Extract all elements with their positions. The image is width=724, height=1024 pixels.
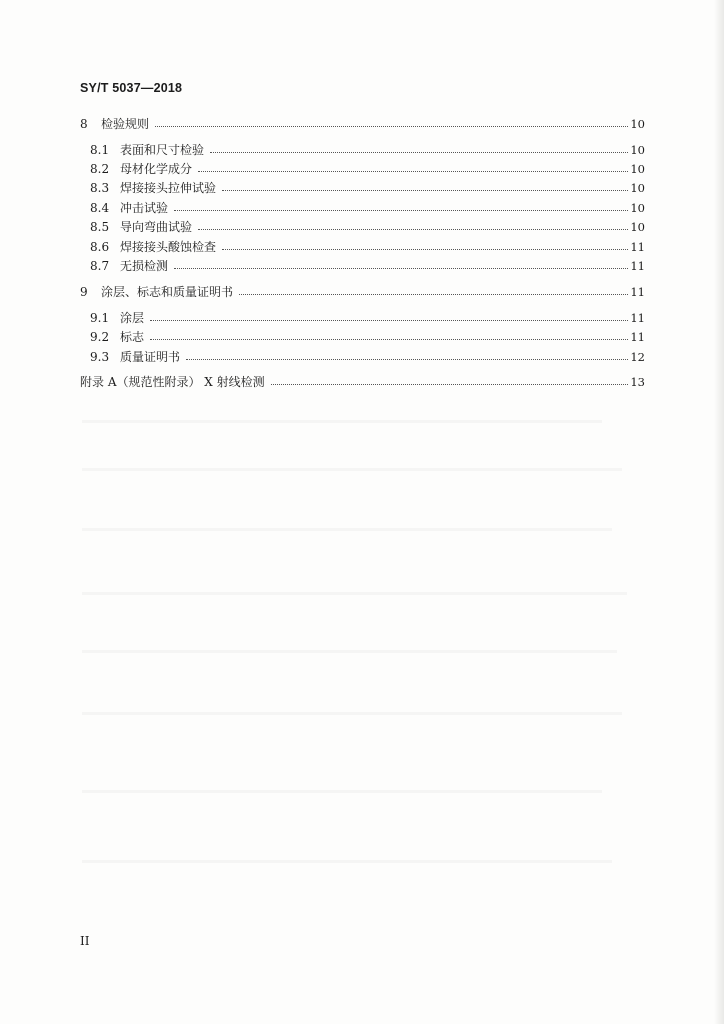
toc-entry-title: 检验规则 [101, 117, 150, 131]
toc-entry-8-7[interactable] [90, 256, 645, 276]
toc-entry-9[interactable] [80, 282, 645, 302]
bleed-through-mark [82, 468, 622, 471]
page-edge-shadow [714, 0, 724, 1024]
toc-entry-title: 质量证明书 [120, 350, 181, 364]
toc-entry-number: 8 [80, 117, 88, 131]
toc-dot-leader [150, 320, 628, 321]
document-code-header: SY/T 5037—2018 [80, 81, 183, 95]
toc-entry-page: 11 [630, 259, 645, 273]
toc-entry-page: 11 [630, 330, 645, 344]
toc-entry-page: 12 [630, 350, 645, 364]
toc-entry-title: 标志 [120, 330, 145, 344]
toc-entry-page: 10 [630, 201, 645, 215]
bleed-through-mark [82, 790, 602, 793]
toc-entry-title: 焊接接头拉伸试验 [120, 181, 217, 195]
toc-entry-9-3[interactable] [90, 347, 645, 367]
toc-dot-leader [150, 339, 628, 340]
toc-entry-8-1[interactable] [90, 140, 645, 160]
toc-dot-leader [271, 384, 628, 385]
toc-dot-leader [174, 210, 628, 211]
toc-entry-appendix-a[interactable] [80, 372, 645, 392]
toc-entry-title: 导向弯曲试验 [120, 220, 193, 234]
toc-entry-8-4[interactable] [90, 198, 645, 218]
toc-entry-title: 无损检测 [120, 259, 169, 273]
bleed-through-mark [82, 420, 602, 423]
toc-entry-page: 10 [630, 143, 645, 157]
bleed-through-mark [82, 860, 612, 863]
toc-entry-title: 涂层、标志和质量证明书 [101, 285, 234, 299]
toc-entry-number: 8.3 [90, 181, 110, 195]
toc-entry-number: 9.3 [90, 350, 110, 364]
toc-entry-page: 13 [630, 375, 645, 389]
toc-dot-leader [222, 190, 628, 191]
bleed-through-mark [82, 528, 612, 531]
bleed-through-mark [82, 650, 617, 653]
toc-entry-8-3[interactable] [90, 178, 645, 198]
toc-entry-title: 母材化学成分 [120, 162, 193, 176]
toc-entry-page: 11 [630, 240, 645, 254]
toc-dot-leader [174, 268, 628, 269]
toc-entry-9-1[interactable] [90, 308, 645, 328]
toc-entry-number: 9.1 [90, 311, 110, 325]
toc-entry-8-2[interactable] [90, 159, 645, 179]
toc-entry-8[interactable] [80, 114, 645, 134]
toc-entry-title: 涂层 [120, 311, 145, 325]
toc-dot-leader [198, 229, 628, 230]
toc-entry-page: 10 [630, 220, 645, 234]
toc-dot-leader [198, 171, 628, 172]
toc-entry-number: 8.1 [90, 143, 110, 157]
toc-entry-number: 8.7 [90, 259, 110, 273]
bleed-through-mark [82, 592, 627, 595]
toc-dot-leader [239, 294, 628, 295]
toc-dot-leader [186, 359, 628, 360]
toc-entry-9-2[interactable] [90, 327, 645, 347]
page-number-footer: II [80, 934, 90, 948]
toc-entry-title: 表面和尺寸检验 [120, 143, 205, 157]
toc-entry-title: 冲击试验 [120, 201, 169, 215]
toc-entry-number: 8.4 [90, 201, 110, 215]
toc-entry-title: 焊接接头酸蚀检查 [120, 240, 217, 254]
toc-entry-page: 10 [630, 162, 645, 176]
toc-entry-number: 9.2 [90, 330, 110, 344]
toc-entry-8-5[interactable] [90, 217, 645, 237]
toc-entry-number: 8.5 [90, 220, 110, 234]
toc-entry-title: 附录 A（规范性附录） X 射线检测 [80, 375, 265, 389]
toc-entry-number: 9 [80, 285, 88, 299]
toc-dot-leader [222, 249, 628, 250]
toc-entry-page: 11 [630, 311, 645, 325]
toc-entry-number: 8.6 [90, 240, 110, 254]
toc-entry-number: 8.2 [90, 162, 110, 176]
toc-entry-8-6[interactable] [90, 237, 645, 257]
toc-entry-page: 10 [630, 181, 645, 195]
bleed-through-mark [82, 712, 622, 715]
toc-dot-leader [210, 152, 628, 153]
toc-entry-page: 10 [630, 117, 645, 131]
toc-dot-leader [155, 126, 628, 127]
toc-entry-page: 11 [630, 285, 645, 299]
